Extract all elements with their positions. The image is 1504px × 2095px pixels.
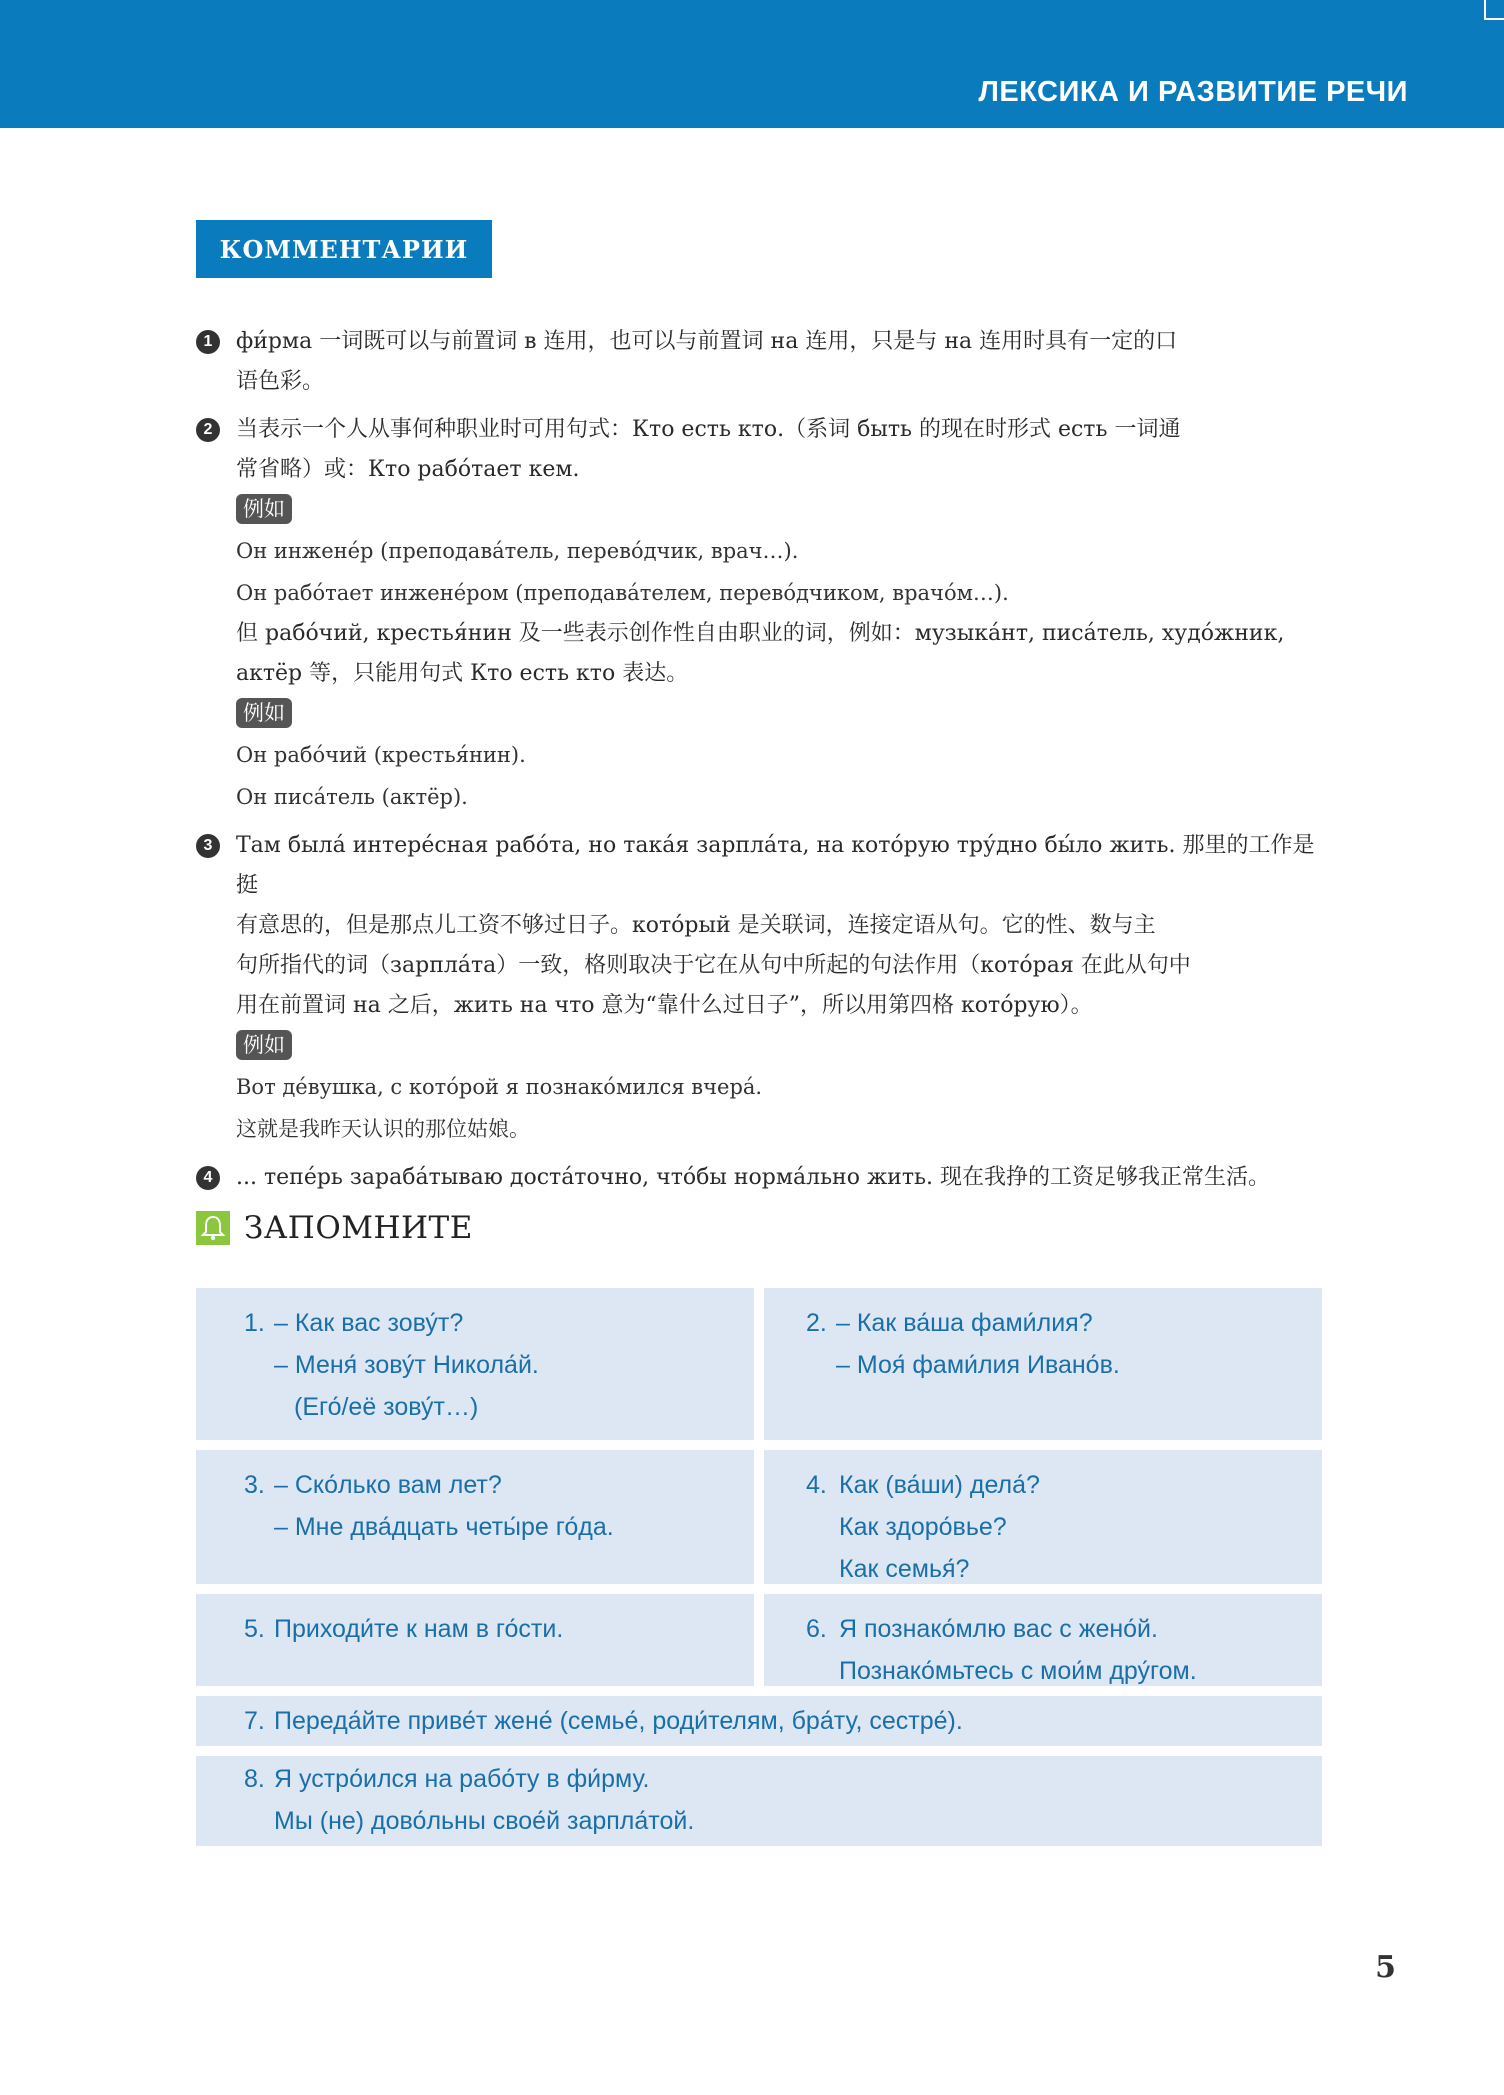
comment-line: ... тепе́рь зараба́тываю доста́точно, что́бы норма́льно жить. 现在我挣的工资足够我正常生活。 — [236, 1165, 1270, 1190]
card-number: 1. — [244, 1309, 265, 1337]
comment-line: 句所指代的词（зарпла́та）一致，格则取决于它在从句中所起的句法作用（кото́рая 在此从句中 — [236, 953, 1191, 978]
comment-line: актёр 等，只能用句式 Кто есть кто 表达。 — [236, 661, 689, 686]
card-line: Познако́мьтесь с мои́м дру́гом. — [839, 1657, 1197, 1685]
remember-heading — [196, 1210, 473, 1246]
item-number: 3 — [196, 834, 220, 858]
comment-line: 但 рабо́чий, крестья́нин 及一些表示创作性自由职业的词，例如：музыка́нт, писа́тель, худо́жник, — [236, 621, 1285, 646]
item-number: 1 — [196, 330, 220, 354]
card-number: 3. — [244, 1471, 265, 1499]
example-line: Вот де́вушка, с кото́рой я познако́мился вчера́. — [236, 1075, 763, 1099]
comment-line: 当表示一个人从事何种职业时可用句式：Кто есть кто.（系词 быть 的现在时形式 есть 一词通 — [236, 417, 1181, 442]
example-line: Он рабо́тает инжене́ром (преподава́телем, перево́дчиком, врачо́м…). — [236, 581, 1009, 605]
card-text — [836, 1302, 1120, 1386]
card-line: Я познако́млю вас с жено́й. — [839, 1615, 1158, 1643]
header-title: ЛЕКСИКА И РАЗВИТИЕ РЕЧИ — [978, 76, 1408, 108]
card-number: 6. — [806, 1615, 827, 1643]
card-line: – Как вас зову́т? — [274, 1309, 464, 1337]
example-line: Он писа́тель (актёр). — [236, 785, 468, 809]
card-line: Мы (не) дово́льны свое́й зарпла́той. — [274, 1807, 695, 1835]
phrase-card-6 — [764, 1594, 1322, 1686]
card-number: 2. — [806, 1309, 827, 1337]
card-line: – Как ва́ша фами́лия? — [836, 1309, 1093, 1337]
phrase-card-8 — [196, 1756, 1322, 1846]
card-line: – Моя́ фами́лия Ивано́в. — [836, 1351, 1120, 1379]
comment-line: фи́рма 一词既可以与前置词 в 连用，也可以与前置词 на 连用，只是与 на 连用时具有一定的口 — [236, 329, 1178, 354]
example-tag: 例如 — [236, 1030, 292, 1060]
comment-item-2 — [196, 410, 1324, 818]
example-tag: 例如 — [236, 494, 292, 524]
card-line: – Мне два́дцать четы́ре го́да. — [274, 1513, 614, 1541]
comments-list — [196, 322, 1324, 1206]
card-line: – Меня́ зову́т Никола́й. — [274, 1351, 539, 1379]
phrase-card-1 — [196, 1288, 754, 1440]
example-line: 这就是我昨天认识的那位姑娘。 — [236, 1117, 530, 1141]
comment-item-1 — [196, 322, 1324, 402]
phrase-card-5 — [196, 1594, 754, 1686]
crop-mark — [1484, 0, 1504, 20]
example-tag: 例如 — [236, 698, 292, 728]
comment-line: 常省略）或：Кто рабо́тает кем. — [236, 457, 580, 482]
page-number: 5 — [1375, 1950, 1396, 1985]
comment-line: 有意思的，但是那点儿工资不够过日子。кото́рый 是关联词，连接定语从句。它的性、数与主 — [236, 913, 1156, 938]
comment-line: Там была́ интере́сная рабо́та, но така́я зарпла́та, на кото́рую тру́дно бы́ло жить. 那里的工作是挺 — [236, 833, 1315, 898]
card-line: Как здоро́вье? — [839, 1513, 1007, 1541]
card-number: 7. — [244, 1707, 265, 1735]
header-bar — [0, 0, 1504, 128]
card-text — [274, 1758, 694, 1842]
card-text — [839, 1464, 1040, 1590]
phrase-card-2 — [764, 1288, 1322, 1440]
card-number: 4. — [806, 1471, 827, 1499]
example-line: Он инжене́р (преподава́тель, перево́дчик, врач…). — [236, 539, 799, 563]
card-line: (Его́/её зову́т…) — [294, 1393, 479, 1421]
card-line: Как семья́? — [839, 1555, 970, 1583]
card-text — [274, 1700, 963, 1742]
example-line: Он рабо́чий (крестья́нин). — [236, 743, 526, 767]
card-line: – Ско́лько вам лет? — [274, 1471, 502, 1499]
comment-item-3 — [196, 826, 1324, 1150]
card-line: Приходи́те к нам в го́сти. — [274, 1615, 564, 1643]
card-text — [274, 1464, 614, 1548]
card-line: Как (ва́ши) дела́? — [839, 1471, 1040, 1499]
card-number: 8. — [244, 1765, 265, 1793]
remember-title: ЗАПОМНИТЕ — [244, 1210, 473, 1246]
section-badge: КОММЕНТАРИИ — [196, 220, 492, 278]
phrase-card-7 — [196, 1696, 1322, 1746]
card-text — [274, 1608, 563, 1650]
card-line: Я устро́ился на рабо́ту в фи́рму. — [274, 1765, 650, 1793]
card-number: 5. — [244, 1615, 265, 1643]
card-text — [274, 1302, 539, 1428]
phrase-card-3 — [196, 1450, 754, 1584]
comment-line: 用在前置词 на 之后，жить на что 意为“靠什么过日子”，所以用第四格 кото́рую）。 — [236, 993, 1093, 1018]
comment-item-4 — [196, 1158, 1324, 1198]
card-text — [839, 1608, 1197, 1692]
item-number: 2 — [196, 418, 220, 442]
item-number: 4 — [196, 1166, 220, 1190]
comment-line: 语色彩。 — [236, 369, 325, 394]
phrase-card-4 — [764, 1450, 1322, 1584]
bell-icon — [196, 1211, 230, 1245]
card-line: Переда́йте приве́т жене́ (семье́, роди́телям, бра́ту, сестре́). — [274, 1707, 963, 1735]
